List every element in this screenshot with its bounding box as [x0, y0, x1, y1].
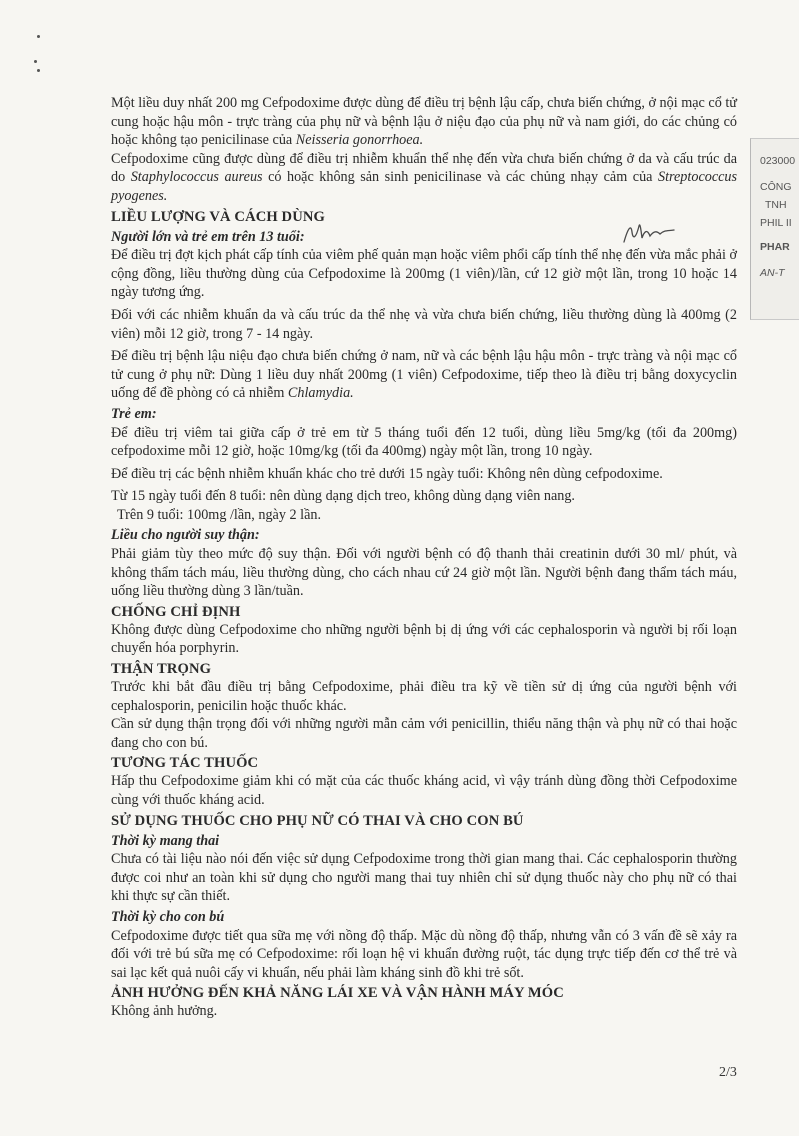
paragraph: Cần sử dụng thận trọng đối với những người mẫn cảm với penicillin, thiểu năng thận và phụ nữ có thai hoặc đang cho con bú.: [111, 716, 737, 751]
paragraph: Không ảnh hưởng.: [111, 1003, 218, 1020]
signature-mark: [620, 218, 680, 248]
paragraph: Từ 15 ngày tuổi đến 8 tuổi: nên dùng dạng dịch treo, không dùng dạng viên nang.: [111, 488, 575, 505]
paragraph: Để điều trị bệnh lậu niệu đạo chưa biến chứng ở nam, nữ và các bệnh lậu hậu môn - trực tràng và nội mạc cổ tử cung ở phụ nữ: Dùng 1 liều duy nhất 200mg (1 viên) Cefpodoxime, tiếp theo là điều trị bằng doxycyclin uống để đề phòng có cả nhiễm Chlamydia.: [111, 348, 737, 402]
paragraph: Hấp thu Cefpodoxime giảm khi có mặt của các thuốc kháng acid, vì vậy tránh dùng đồng thời Cefpodoxime cùng với thuốc kháng acid.: [111, 773, 737, 808]
section-heading-precautions: THẬN TRỌNG: [111, 661, 212, 678]
paragraph: Để điều trị các bệnh nhiễm khuẩn khác cho trẻ dưới 15 ngày tuổi: Không nên dùng cefpodoxime.: [111, 465, 663, 482]
scan-mark: [34, 60, 37, 63]
paragraph: Để điều trị viêm tai giữa cấp ở trẻ em từ 5 tháng tuổi đến 12 tuổi, dùng liều 5mg/kg (tối đa 200mg) cefpodoxime mỗi 12 giờ, hoặc 10mg/kg (tối đa 400mg) ngày một lần, trong 10 ngày.: [111, 424, 737, 460]
paragraph: Để điều trị đợt kịch phát cấp tính của viêm phế quản mạn hoặc viêm phổi cấp tính thể nhẹ đến vừa mắc phải ở cộng đồng, liều thường dùng của Cefpodoxime là 200mg (1 viên)/lần, cứ 12 giờ một lần, trong 10 hoặc 14 ngày tương ứng.: [111, 247, 737, 301]
section-heading-driving: ẢNH HƯỞNG ĐẾN KHẢ NĂNG LÁI XE VÀ VẬN HÀNH MÁY MÓC: [111, 985, 564, 1002]
indication-paragraph: Cefpodoxime cũng được dùng để điều trị nhiễm khuẩn thể nhẹ đến vừa chưa biến chứng ở da và cấu trúc da do Staphylococcus aureus có hoặc không sản sinh penicilinase và các chủng nhạy cảm của Streptococcus pyogenes.: [111, 150, 738, 204]
scan-mark: [37, 69, 40, 72]
subheading-pregnancy: Thời kỳ mang thai: [111, 832, 220, 849]
paragraph: Phải giảm tùy theo mức độ suy thận. Đối với người bệnh có độ thanh thải creatinin dưới 30 ml/ phút, và không thẩm tách máu, liều thường dùng, cho cách nhau cứ 24 giờ một lần. Người bệnh đang thẩm tách máu, uống liều thường dùng 3 lần/tuần.: [111, 546, 737, 600]
section-heading-interactions: TƯƠNG TÁC THUỐC: [111, 755, 259, 772]
section-heading-contraindications: CHỐNG CHỈ ĐỊNH: [111, 603, 241, 620]
section-heading-dosage: LIỀU LƯỢNG VÀ CÁCH DÙNG: [111, 208, 325, 225]
indication-paragraph: Một liều duy nhất 200 mg Cefpodoxime được dùng để điều trị bệnh lậu cấp, chưa biến chứng, ở nội mạc cổ tử cung hoặc hậu môn - trực tràng của phụ nữ và bệnh lậu ở niệu đạo của phụ nữ và nam giới, do các chủng có hoặc không tạo penicilinase của Neisseria gonorrhoea.: [111, 95, 737, 149]
paragraph: Đối với các nhiễm khuẩn da và cấu trúc da thể nhẹ và vừa chưa biến chứng, liều thường dùng là 400mg (2 viên) mỗi 12 giờ, trong 7 - 14 ngày.: [111, 306, 737, 342]
section-heading-pregnancy: SỬ DỤNG THUỐC CHO PHỤ NỮ CÓ THAI VÀ CHO CON BÚ: [111, 812, 524, 829]
page-number: 2/3: [719, 1065, 737, 1080]
paragraph: Trước khi bắt đầu điều trị bằng Cefpodoxime, phải điều tra kỹ về tiền sử dị ứng của người bệnh với cephalosporin, penicilin hoặc thuốc khác.: [111, 679, 737, 714]
subheading-children: Trẻ em:: [111, 405, 157, 422]
subheading-adults: Người lớn và trẻ em trên 13 tuổi:: [111, 228, 305, 245]
scan-mark: [37, 35, 40, 38]
company-stamp: 023000 CÔNG TNH PHIL II PHAR AN-T: [750, 138, 799, 320]
subheading-renal: Liều cho người suy thận:: [111, 527, 260, 544]
paragraph: Trên 9 tuổi: 100mg /lần, ngày 2 lần.: [117, 506, 322, 523]
paragraph: Chưa có tài liệu nào nói đến việc sử dụng Cefpodoxime trong thời gian mang thai. Các cephalosporin thường được coi như an toàn khi sử dụng cho người mang thai tuy nhiên chỉ sử dụng thuốc này cho phụ nữ có thai khi thực sự cần thiết.: [111, 851, 737, 905]
paragraph: Cefpodoxime được tiết qua sữa mẹ với nồng độ thấp. Mặc dù nồng độ thấp, nhưng vẫn có 3 vấn đề sẽ xảy ra đối với trẻ bú sữa mẹ có Cefpodoxime: rối loạn hệ vi khuẩn đường ruột, tác dụng trực tiếp đến cơ thể trẻ và sai lạc kết quả nuôi cấy vi khuẩn, nếu phải làm kháng sinh đồ khi trẻ sốt.: [111, 927, 737, 981]
subheading-lactation: Thời kỳ cho con bú: [111, 908, 225, 925]
paragraph: Không được dùng Cefpodoxime cho những người bệnh bị dị ứng với các cephalosporin và người bị rối loạn chuyển hóa porphyrin.: [111, 621, 737, 657]
